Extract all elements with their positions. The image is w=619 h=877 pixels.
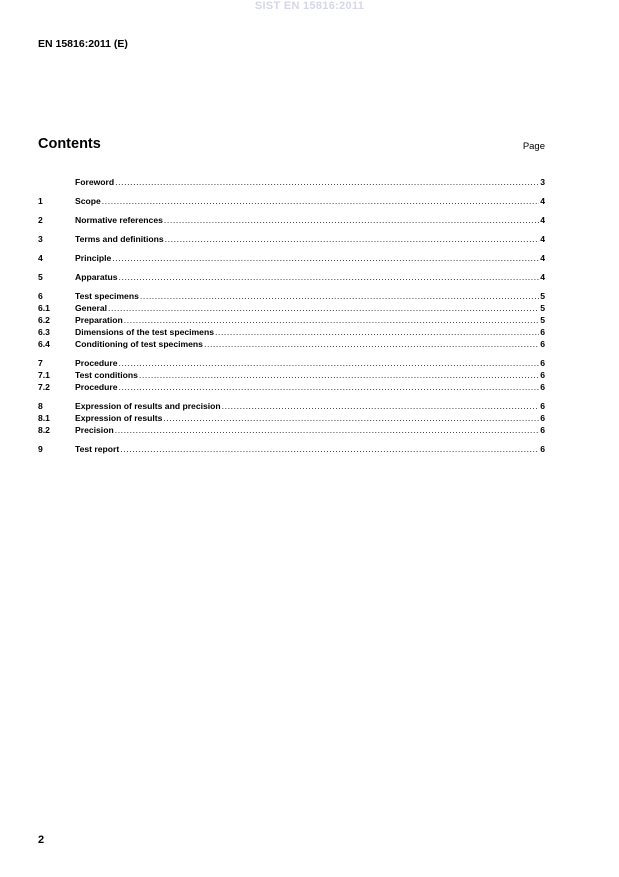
toc-entry-number: 6.1 (38, 303, 50, 313)
table-of-contents (38, 176, 545, 462)
page-column-heading: Page (522, 141, 545, 152)
toc-entry[interactable] (38, 338, 545, 350)
dot-leader (108, 302, 539, 314)
toc-entry-title: Conditioning of test specimens (75, 339, 203, 349)
toc-entry-title: Terms and definitions (75, 234, 164, 244)
dot-leader (163, 412, 539, 424)
toc-entry-page: 6 (540, 339, 545, 349)
toc-entry-number: 9 (38, 444, 43, 454)
toc-entry-title: Precision (75, 425, 114, 435)
toc-group (38, 443, 545, 455)
dot-leader (139, 369, 539, 381)
toc-entry-number: 4 (38, 253, 43, 263)
dot-leader (119, 381, 540, 393)
toc-group (38, 290, 545, 350)
toc-entry-number: 6.2 (38, 315, 50, 325)
dot-leader (215, 326, 539, 338)
toc-group (38, 400, 545, 436)
toc-entry[interactable] (38, 271, 545, 283)
toc-entry[interactable] (38, 424, 545, 436)
dot-leader (140, 290, 539, 302)
toc-entry-page: 6 (540, 401, 545, 411)
toc-entry-page: 3 (540, 177, 545, 187)
toc-group (38, 233, 545, 245)
dot-leader (119, 357, 540, 369)
dot-leader (204, 338, 539, 350)
page-number: 2 (38, 834, 45, 846)
toc-entry-number: 7 (38, 358, 43, 368)
toc-group (38, 357, 545, 393)
dot-leader (165, 233, 540, 245)
toc-entry-title: Procedure (75, 382, 118, 392)
watermark: SIST EN 15816:2011 (254, 0, 365, 12)
toc-entry-title: Normative references (75, 215, 163, 225)
dot-leader (120, 443, 539, 455)
toc-entry-page: 5 (540, 303, 545, 313)
toc-entry[interactable] (38, 369, 545, 381)
toc-entry-page: 5 (540, 315, 545, 325)
toc-entry-title: Procedure (75, 358, 118, 368)
toc-entry[interactable] (38, 290, 545, 302)
toc-entry[interactable] (38, 326, 545, 338)
toc-entry-title: Foreword (75, 177, 115, 187)
toc-entry[interactable] (38, 314, 545, 326)
toc-entry-page: 4 (540, 196, 545, 206)
toc-entry[interactable] (38, 214, 545, 226)
toc-entry[interactable] (38, 400, 545, 412)
toc-entry[interactable] (38, 233, 545, 245)
toc-entry-title: Scope (75, 196, 101, 206)
toc-entry-title: General (75, 303, 108, 313)
toc-entry[interactable] (38, 357, 545, 369)
toc-entry[interactable] (38, 381, 545, 393)
toc-entry-number: 1 (38, 196, 43, 206)
toc-entry-number: 8 (38, 401, 43, 411)
document-id: EN 15816:2011 (E) (38, 38, 128, 50)
toc-entry-page: 4 (540, 215, 545, 225)
toc-entry-number: 7.1 (38, 370, 50, 380)
toc-group (38, 195, 545, 207)
toc-entry-page: 6 (540, 413, 545, 423)
toc-entry-title: Expression of results (75, 413, 163, 423)
toc-entry-number: 5 (38, 272, 43, 282)
contents-title: Contents (38, 136, 101, 152)
toc-entry[interactable] (38, 443, 545, 455)
toc-entry-title: Preparation (75, 315, 123, 325)
toc-entry[interactable] (38, 176, 545, 188)
toc-entry-page: 6 (540, 382, 545, 392)
toc-entry-number: 7.2 (38, 382, 50, 392)
toc-entry-page: 4 (540, 253, 545, 263)
toc-entry[interactable] (38, 302, 545, 314)
toc-entry-page: 6 (540, 327, 545, 337)
toc-entry-number: 3 (38, 234, 43, 244)
toc-entry-number: 6 (38, 291, 43, 301)
toc-entry-page: 5 (540, 291, 545, 301)
dot-leader (112, 252, 539, 264)
toc-entry-page: 4 (540, 234, 545, 244)
toc-entry-title: Principle (75, 253, 112, 263)
toc-entry-title: Test report (75, 444, 120, 454)
toc-entry-page: 6 (540, 370, 545, 380)
toc-entry-title: Dimensions of the test specimens (75, 327, 214, 337)
toc-entry-title: Test conditions (75, 370, 138, 380)
dot-leader (119, 271, 540, 283)
toc-entry[interactable] (38, 412, 545, 424)
toc-group (38, 176, 545, 188)
toc-entry-number: 6.3 (38, 327, 50, 337)
dot-leader (115, 176, 539, 188)
toc-entry-title: Apparatus (75, 272, 118, 282)
toc-entry-page: 4 (540, 272, 545, 282)
toc-entry-number: 2 (38, 215, 43, 225)
dot-leader (164, 214, 539, 226)
toc-entry[interactable] (38, 252, 545, 264)
toc-entry-title: Expression of results and precision (75, 401, 221, 411)
toc-entry-title: Test specimens (75, 291, 139, 301)
dot-leader (102, 195, 539, 207)
toc-entry[interactable] (38, 195, 545, 207)
dot-leader (124, 314, 539, 326)
toc-entry-page: 6 (540, 425, 545, 435)
toc-group (38, 271, 545, 283)
toc-group (38, 252, 545, 264)
toc-entry-number: 8.2 (38, 425, 50, 435)
toc-group (38, 214, 545, 226)
toc-entry-number: 8.1 (38, 413, 50, 423)
toc-entry-page: 6 (540, 358, 545, 368)
toc-entry-number: 6.4 (38, 339, 50, 349)
dot-leader (115, 424, 540, 436)
dot-leader (222, 400, 540, 412)
toc-entry-page: 6 (540, 444, 545, 454)
